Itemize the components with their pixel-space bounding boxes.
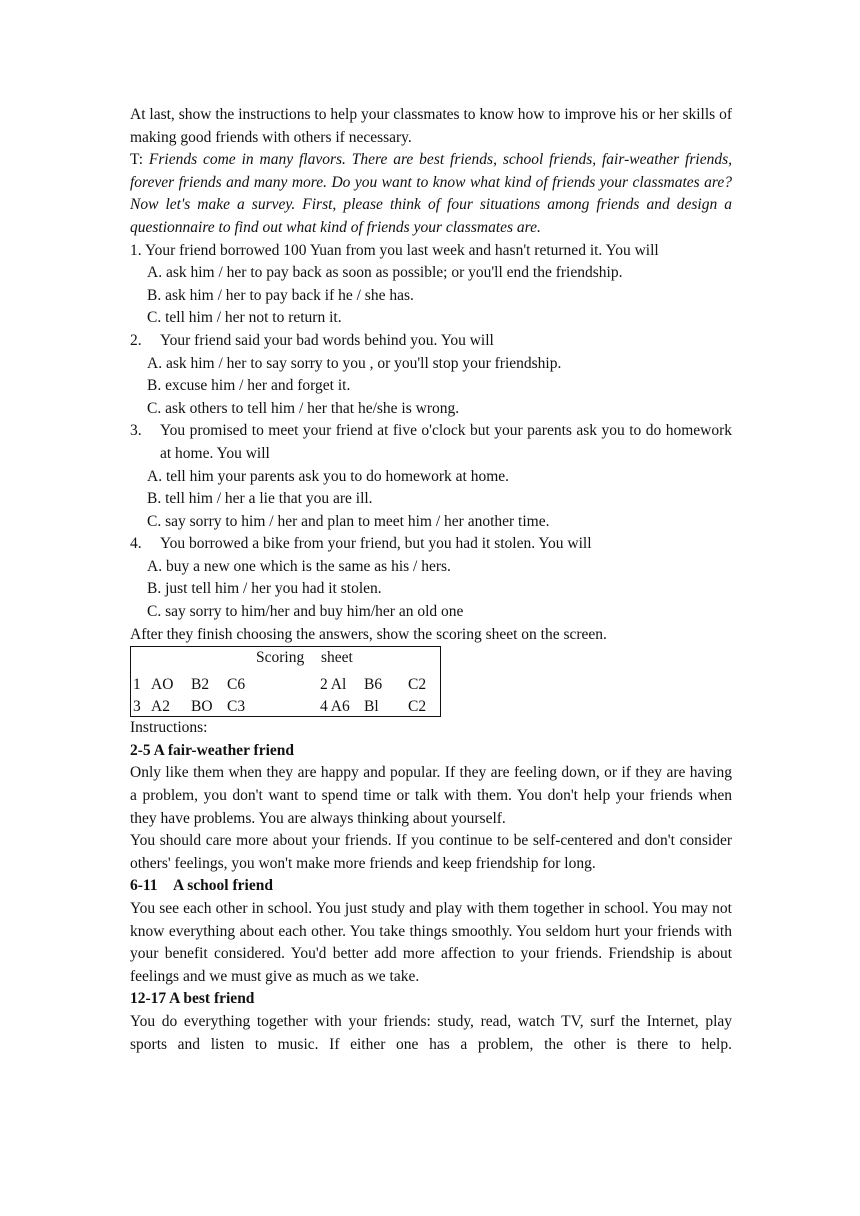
score-cell: C3 xyxy=(227,698,246,716)
score-cell: 1 xyxy=(133,676,141,694)
teacher-text: Friends come in many flavors. There are best friends, school friends, fair-weather friends, forever friends and many more. Do you want to know what kind of friends your classmates are? Now let's make a survey. First, please think of four situations among friends and design a questionnaire to find out what kind of friends your classmates are. xyxy=(130,151,732,236)
question-4 xyxy=(130,533,732,623)
option-c: C. say sorry to him / her and plan to meet him / her another time. xyxy=(147,512,550,530)
option-b: B. excuse him / her and forget it. xyxy=(147,377,351,395)
scoring-sheet-title-b: sheet xyxy=(321,649,353,667)
option-b: B. tell him / her a lie that you are ill. xyxy=(147,490,373,508)
score-cell: Bl xyxy=(364,698,379,716)
option-c: C. tell him / her not to return it. xyxy=(147,309,342,327)
question-text: Your friend borrowed 100 Yuan from you last week and hasn't returned it. You will xyxy=(144,241,659,259)
option-b: B. ask him / her to pay back if he / she has. xyxy=(147,286,414,304)
question-1 xyxy=(130,240,732,330)
section-paragraph: You see each other in school. You just study and play with them together in school. You may not know everything about each other. You take things smoothly. You seldom hurt your friends with your benefit considered. You'd better add more affection to your friends. Friendship is about feelings and we must give as much as we take. xyxy=(130,900,732,985)
score-cell: C2 xyxy=(408,698,427,716)
question-text: You promised to meet your friend at five o'clock but your parents ask you to do homework at home. You will xyxy=(160,422,732,462)
option-a: A. ask him / her to pay back as soon as possible; or you'll end the friendship. xyxy=(147,264,623,282)
score-cell: A2 xyxy=(151,698,170,716)
option-a: A. ask him / her to say sorry to you , or you'll stop your friendship. xyxy=(147,354,562,372)
teacher-paragraph xyxy=(130,149,732,239)
section-paragraph: You should care more about your friends. If you continue to be self-centered and don't consider others' feelings, you won't make more friends and keep friendship for long. xyxy=(130,832,732,872)
option-a: A. buy a new one which is the same as his / hers. xyxy=(147,557,451,575)
question-3 xyxy=(130,420,732,533)
question-number: 4. xyxy=(130,535,142,553)
question-text: Your friend said your bad words behind you. You will xyxy=(160,331,494,349)
question-number: 2. xyxy=(130,331,142,349)
question-number: 1. xyxy=(130,241,145,259)
score-cell: 2 Al xyxy=(320,676,347,694)
scoring-sheet-title-a: Scoring xyxy=(256,649,305,667)
score-cell: AO xyxy=(151,676,174,694)
section-heading: 12-17 A best friend xyxy=(130,990,255,1008)
option-c: C. ask others to tell him / her that he/she is wrong. xyxy=(147,399,460,417)
section-paragraph: You do everything together with your friends: study, read, watch TV, surf the Internet, play sports and listen to music. If either one has a problem, the other is there to help. xyxy=(130,1012,732,1053)
option-c: C. say sorry to him/her and buy him/her an old one xyxy=(147,603,464,621)
option-b: B. just tell him / her you had it stolen. xyxy=(147,580,382,598)
score-cell: B2 xyxy=(191,676,210,694)
score-cell: 4 A6 xyxy=(320,698,350,716)
section-heading: 6-11 A school friend xyxy=(130,877,273,895)
score-cell: C6 xyxy=(227,676,246,694)
score-cell: 3 xyxy=(133,698,141,716)
document-page xyxy=(130,104,732,1056)
section-paragraph: Only like them when they are happy and popular. If they are feeling down, or if they are having a problem, you don't want to spend time or talk with them. You don't help your friends when they have problems. You are always thinking about yourself. xyxy=(130,764,732,827)
option-a: A. tell him your parents ask you to do homework at home. xyxy=(147,467,510,485)
teacher-prefix: T: xyxy=(130,151,149,169)
score-cell: BO xyxy=(191,698,213,716)
question-number: 3. xyxy=(130,422,142,440)
question-text: You borrowed a bike from your friend, but you had it stolen. You will xyxy=(160,535,592,553)
instructions-label: Instructions: xyxy=(130,719,208,737)
question-2 xyxy=(130,330,732,420)
section-heading: 2-5 A fair-weather friend xyxy=(130,741,295,759)
scoring-sheet xyxy=(130,646,441,717)
after-paragraph: After they finish choosing the answers, show the scoring sheet on the screen. xyxy=(130,625,607,643)
intro-paragraph: At last, show the instructions to help your classmates to know how to improve his or her skills of making good friends with others if necessary. xyxy=(130,106,732,146)
score-cell: B6 xyxy=(364,676,383,694)
score-cell: C2 xyxy=(408,676,427,694)
